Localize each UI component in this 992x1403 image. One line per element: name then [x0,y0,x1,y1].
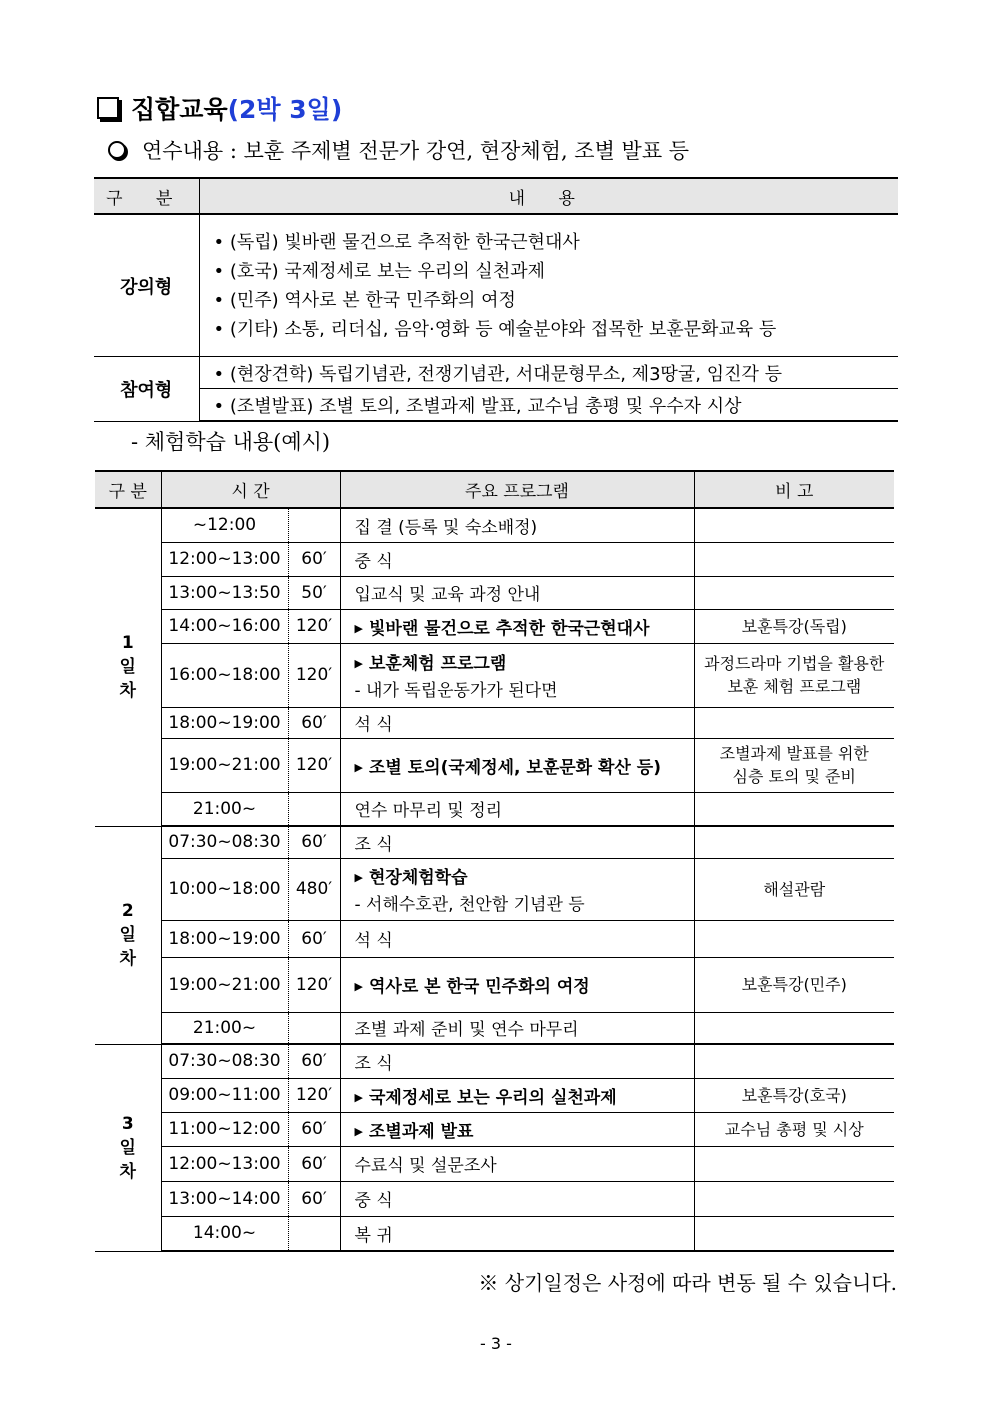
section-title-text: 집합교육 [131,95,228,124]
note-cell [694,643,894,707]
time-cell: 12:00~13:00 [161,1146,288,1181]
program-cell: 수료식 및 설문조사 [340,1146,694,1181]
note-line: 심층 토의 및 준비 [732,767,856,786]
table-header-row [95,471,894,508]
note-line: 조별과제 발표를 위한 [719,744,869,763]
note-cell [694,1146,894,1181]
duration-cell: 60′ [288,1044,340,1078]
duration-cell [288,1012,340,1044]
triangle-bullet-icon: ▶ [354,1124,363,1138]
header-division: 구 분 [95,471,161,508]
schedule-notice: ※ 상기일정은 사정에 따라 변동 될 수 있습니다. [478,1270,897,1295]
program-cell [340,609,694,643]
overview-text: 연수내용 : 보훈 주제별 전문가 강연, 현장체험, 조별 발표 등 [142,139,690,163]
table-row [95,957,894,1012]
note-cell: 보훈특강(독립) [694,609,894,643]
table-row [95,792,894,826]
note-cell [694,1181,894,1216]
circle-bullet-icon [108,141,126,159]
table-row [95,542,894,576]
section-subtitle: (2박 3일) [227,95,343,124]
note-cell [694,707,894,738]
duration-cell: 60′ [288,707,340,738]
note-cell [694,792,894,826]
program-title: 보훈체험 프로그램 [368,654,507,674]
time-cell: 16:00~18:00 [161,643,288,707]
table-header-row [94,178,898,214]
program-cell [340,1078,694,1112]
time-cell: 13:00~13:50 [161,576,288,609]
table-row [95,738,894,792]
duration-cell: 60′ [288,1146,340,1181]
time-cell: 18:00~19:00 [161,920,288,957]
list-item: • (독립) 빛바랜 물건으로 추적한 한국근현대사 [213,231,580,253]
experience-title: - 체험학습 내용(예시) [131,430,331,454]
table-row [95,643,894,707]
note-cell [694,920,894,957]
program-cell [340,738,694,792]
program-cell [340,1112,694,1146]
day-number: 1 [121,633,134,654]
program-cell: 복 귀 [340,1216,694,1251]
duration-cell: 120′ [288,957,340,1012]
note-cell [694,1216,894,1251]
duration-cell [288,508,340,542]
day-char: 차 [119,1161,136,1182]
day-3-label [95,1044,161,1251]
note-cell: 교수님 총평 및 시상 [694,1112,894,1146]
table-row [95,1044,894,1078]
time-cell: 09:00~11:00 [161,1078,288,1112]
duration-cell [288,1216,340,1251]
note-cell [694,576,894,609]
day-char: 일 [119,1137,136,1158]
program-cell [340,858,694,920]
duration-cell: 480′ [288,858,340,920]
note-cell [694,508,894,542]
program-cell: 조별 과제 준비 및 연수 마무리 [340,1012,694,1044]
time-cell: 10:00~18:00 [161,858,288,920]
schedule-table [95,470,894,1252]
triangle-bullet-icon: ▶ [354,1090,363,1104]
program-cell: 중 식 [340,1181,694,1216]
time-cell: 13:00~14:00 [161,1181,288,1216]
table-row [94,214,898,357]
duration-cell: 120′ [288,609,340,643]
time-cell: 12:00~13:00 [161,542,288,576]
header-note: 비 고 [694,471,894,508]
time-cell: 21:00~ [161,1012,288,1044]
table-row [95,1078,894,1112]
program-cell: 석 식 [340,707,694,738]
table-row [95,609,894,643]
note-line: 과정드라마 기법을 활용한 [704,654,885,673]
table-row [95,920,894,957]
table-row [94,389,898,422]
table-row [95,1181,894,1216]
triangle-bullet-icon: ▶ [354,621,363,635]
duration-cell: 120′ [288,643,340,707]
program-cell: 집 결 (등록 및 숙소배정) [340,508,694,542]
program-cell [340,643,694,707]
duration-cell: 60′ [288,1112,340,1146]
program-subline: - 내가 독립운동가가 된다면 [354,681,558,701]
day-1-label [95,508,161,826]
table-row [95,1146,894,1181]
time-cell: 07:30~08:30 [161,826,288,858]
note-cell [694,826,894,858]
time-cell: 19:00~21:00 [161,738,288,792]
triangle-bullet-icon: ▶ [354,980,363,993]
list-item: • (현장견학) 독립기념관, 전쟁기념관, 서대문형무소, 제3땅굴, 임진각 등 [199,357,898,389]
day-char: 일 [119,925,136,945]
list-item: • (기타) 소통, 리더십, 음악·영화 등 예술분야와 접목한 보훈문화교육 등 [213,318,777,340]
program-cell: 입교식 및 교육 과정 안내 [340,576,694,609]
page-number: - 3 - [480,1334,512,1353]
program-cell: 연수 마무리 및 정리 [340,792,694,826]
category-lecture: 강의형 [94,214,199,357]
header-content: 내 용 [199,178,898,214]
note-cell: 해설관람 [694,858,894,920]
list-item: • (조별발표) 조별 토의, 조별과제 발표, 교수님 총평 및 우수자 시상 [199,389,898,422]
note-cell: 보훈특강(민주) [694,957,894,1012]
table-row [95,1012,894,1044]
lecture-items [199,214,898,357]
overview-line [108,133,689,167]
program-title: 빛바랜 물건으로 추적한 한국근현대사 [368,618,650,639]
duration-cell: 120′ [288,1078,340,1112]
note-cell [694,1044,894,1078]
duration-cell: 60′ [288,826,340,858]
course-content-table [94,177,898,422]
header-time: 시 간 [161,471,340,508]
program-title: 현장체험학습 [368,868,468,888]
table-row [95,508,894,542]
list-item: • (민주) 역사로 본 한국 민주화의 여정 [213,289,516,311]
note-line: 보훈 체험 프로그램 [727,677,862,696]
triangle-bullet-icon: ▶ [354,760,363,774]
day-2-label [95,826,161,1044]
program-title: 역사로 본 한국 민주화의 여정 [368,977,590,997]
square-bullet-icon [97,97,119,119]
program-cell: 석 식 [340,920,694,957]
table-row [95,1112,894,1146]
program-cell [340,957,694,1012]
triangle-bullet-icon: ▶ [354,657,363,670]
program-cell: 조 식 [340,826,694,858]
time-cell: ~12:00 [161,508,288,542]
table-row [95,1216,894,1251]
day-number: 2 [121,901,134,921]
day-char: 차 [119,681,136,702]
program-title: 국제정세로 보는 우리의 실천과제 [368,1087,617,1108]
table-row [95,576,894,609]
time-cell: 14:00~ [161,1216,288,1251]
table-row [95,858,894,920]
time-cell: 11:00~12:00 [161,1112,288,1146]
program-subline: - 서해수호관, 천안함 기념관 등 [354,895,585,915]
time-cell: 18:00~19:00 [161,707,288,738]
triangle-bullet-icon: ▶ [354,871,363,884]
time-cell: 19:00~21:00 [161,957,288,1012]
day-char: 일 [119,657,136,678]
duration-cell [288,792,340,826]
program-title: 조별과제 발표 [368,1121,474,1142]
program-title: 조별 토의(국제정세, 보훈문화 확산 등) [368,757,661,778]
time-cell: 07:30~08:30 [161,1044,288,1078]
day-number: 3 [121,1113,134,1134]
duration-cell: 60′ [288,542,340,576]
duration-cell: 60′ [288,1181,340,1216]
duration-cell: 60′ [288,920,340,957]
header-program: 주요 프로그램 [340,471,694,508]
duration-cell: 120′ [288,738,340,792]
note-cell [694,542,894,576]
day-char: 차 [119,949,136,969]
note-cell: 보훈특강(호국) [694,1078,894,1112]
category-participation: 참여형 [94,357,199,422]
table-row [94,357,898,389]
header-category: 구 분 [94,178,199,214]
duration-cell: 50′ [288,576,340,609]
table-row [95,707,894,738]
note-cell [694,738,894,792]
time-cell: 21:00~ [161,792,288,826]
table-row [95,826,894,858]
list-item: • (호국) 국제정세로 보는 우리의 실천과제 [213,260,545,282]
time-cell: 14:00~16:00 [161,609,288,643]
program-cell: 조 식 [340,1044,694,1078]
section-title [97,88,342,128]
note-cell [694,1012,894,1044]
program-cell: 중 식 [340,542,694,576]
